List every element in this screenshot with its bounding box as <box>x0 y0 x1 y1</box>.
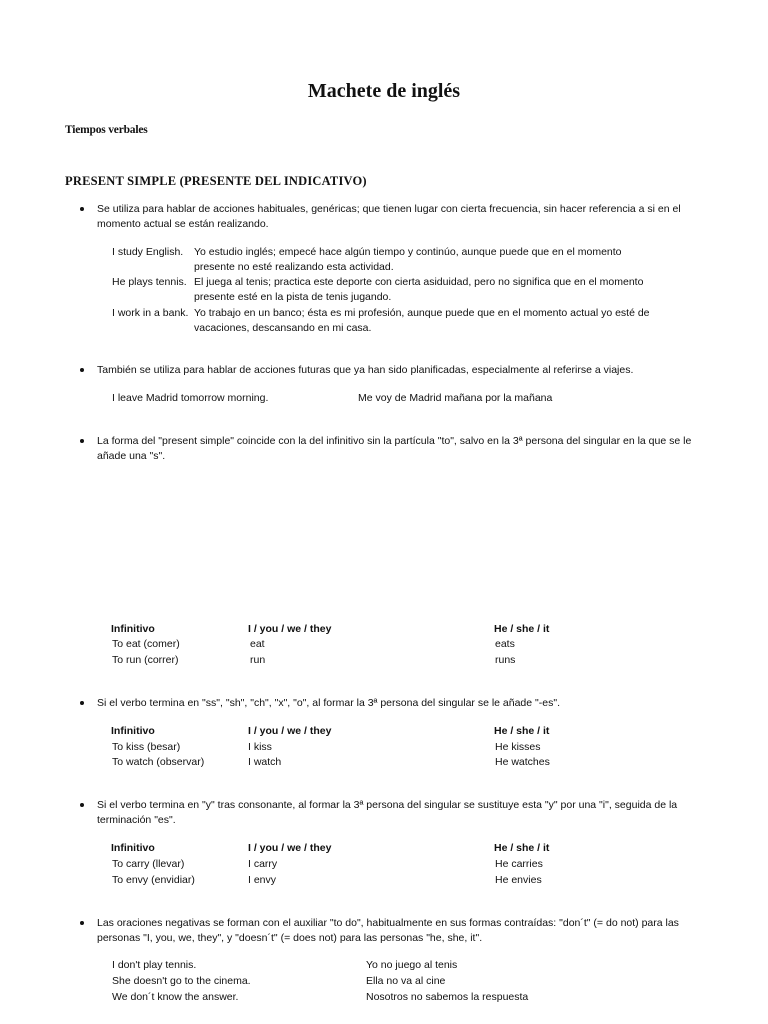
table-cell: To watch (observar) <box>112 756 205 768</box>
table-header-third: He / she / it <box>494 623 550 635</box>
example-es: Yo trabajo en un banco; ésta es mi profesión, aunque puede que en el momento actual yo esté de vacaciones, descansando en mi casa. <box>194 307 650 334</box>
table-cell: To envy (envidiar) <box>112 874 195 886</box>
table-cell: To eat (comer) <box>112 638 180 650</box>
table-cell: eats <box>495 638 515 650</box>
bullet-text-y-rule: Si el verbo termina en "y" tras consonante, al formar la 3ª persona del singular se sustituye esta "y" por una "i", seguida de la terminación "es". <box>97 799 678 826</box>
table-header-plural: I / you / we / they <box>248 725 332 737</box>
table-cell: He kisses <box>495 741 541 753</box>
example-es: El juega al tenis; practica este deporte con cierta asiduidad, pero no significa que en el momento presente esté en la pista de tenis jugando. <box>194 276 644 303</box>
table-header-infinitive: Infinitivo <box>111 623 155 635</box>
bullet-icon <box>80 368 84 372</box>
bullet-icon <box>80 921 84 925</box>
bullet-icon <box>80 701 84 705</box>
example-en: She doesn't go to the cinema. <box>112 975 251 987</box>
table-cell: He envies <box>495 874 542 886</box>
table-header-infinitive: Infinitivo <box>111 725 155 737</box>
example-es: Me voy de Madrid mañana por la mañana <box>358 392 553 404</box>
table-cell: I kiss <box>248 741 272 753</box>
example-es: Yo estudio inglés; empecé hace algún tiempo y continúo, aunque puede que en el momento presente no esté realizando esta actividad. <box>194 246 622 273</box>
example-en: I work in a bank. <box>112 307 189 319</box>
example-es: Yo no juego al tenis <box>366 959 458 971</box>
table-cell: He carries <box>495 858 543 870</box>
bullet-icon <box>80 439 84 443</box>
example-en: I study English. <box>112 246 184 258</box>
bullet-icon <box>80 207 84 211</box>
bullet-text-form: La forma del "present simple" coincide con la del infinitivo sin la partícula "to", salvo en la 3ª persona del singular en la que se le añade una "s". <box>97 435 692 462</box>
table-cell: run <box>250 654 266 666</box>
table-cell: I watch <box>248 756 282 768</box>
table-cell: He watches <box>495 756 550 768</box>
bullet-icon <box>80 803 84 807</box>
table-header-plural: I / you / we / they <box>248 623 332 635</box>
bullet-text-es-rule: Si el verbo termina en "ss", "sh", "ch", "x", "o", al formar la 3ª persona del singular se le añade "-es". <box>97 697 560 709</box>
subtitle: Tiempos verbales <box>65 124 148 136</box>
table-cell: To kiss (besar) <box>112 741 181 753</box>
bullet-text-negatives: Las oraciones negativas se forman con el auxiliar "to do", habitualmente en sus formas contraídas: "don´t" (= do not) para las personas "I, you, we, they", y "doesn´t" (= does not) para las personas "he, she, it". <box>97 917 679 944</box>
table-cell: To run (correr) <box>112 654 179 666</box>
example-en: I don't play tennis. <box>112 959 197 971</box>
example-en: I leave Madrid tomorrow morning. <box>112 392 269 404</box>
example-en: He plays tennis. <box>112 276 187 288</box>
table-cell: To carry (llevar) <box>112 858 185 870</box>
bullet-text-usage: Se utiliza para hablar de acciones habituales, genéricas; que tienen lugar con cierta frecuencia, sin hacer referencia a si en el momento actual se están realizando. <box>97 203 681 230</box>
table-cell: runs <box>495 654 516 666</box>
bullet-text-future: También se utiliza para hablar de acciones futuras que ya han sido planificadas, especialmente al referirse a viajes. <box>97 364 634 376</box>
table-cell: eat <box>250 638 265 650</box>
table-cell: I envy <box>248 874 277 886</box>
page-title: Machete de inglés <box>307 80 461 102</box>
table-header-third: He / she / it <box>494 842 550 854</box>
table-header-infinitive: Infinitivo <box>111 842 155 854</box>
table-header-third: He / she / it <box>494 725 550 737</box>
example-es: Nosotros no sabemos la respuesta <box>366 991 529 1003</box>
example-es: Ella no va al cine <box>366 975 446 987</box>
section-heading: PRESENT SIMPLE (PRESENTE DEL INDICATIVO) <box>65 174 367 188</box>
table-header-plural: I / you / we / they <box>248 842 332 854</box>
table-cell: I carry <box>248 858 278 870</box>
example-en: We don´t know the answer. <box>112 991 239 1003</box>
